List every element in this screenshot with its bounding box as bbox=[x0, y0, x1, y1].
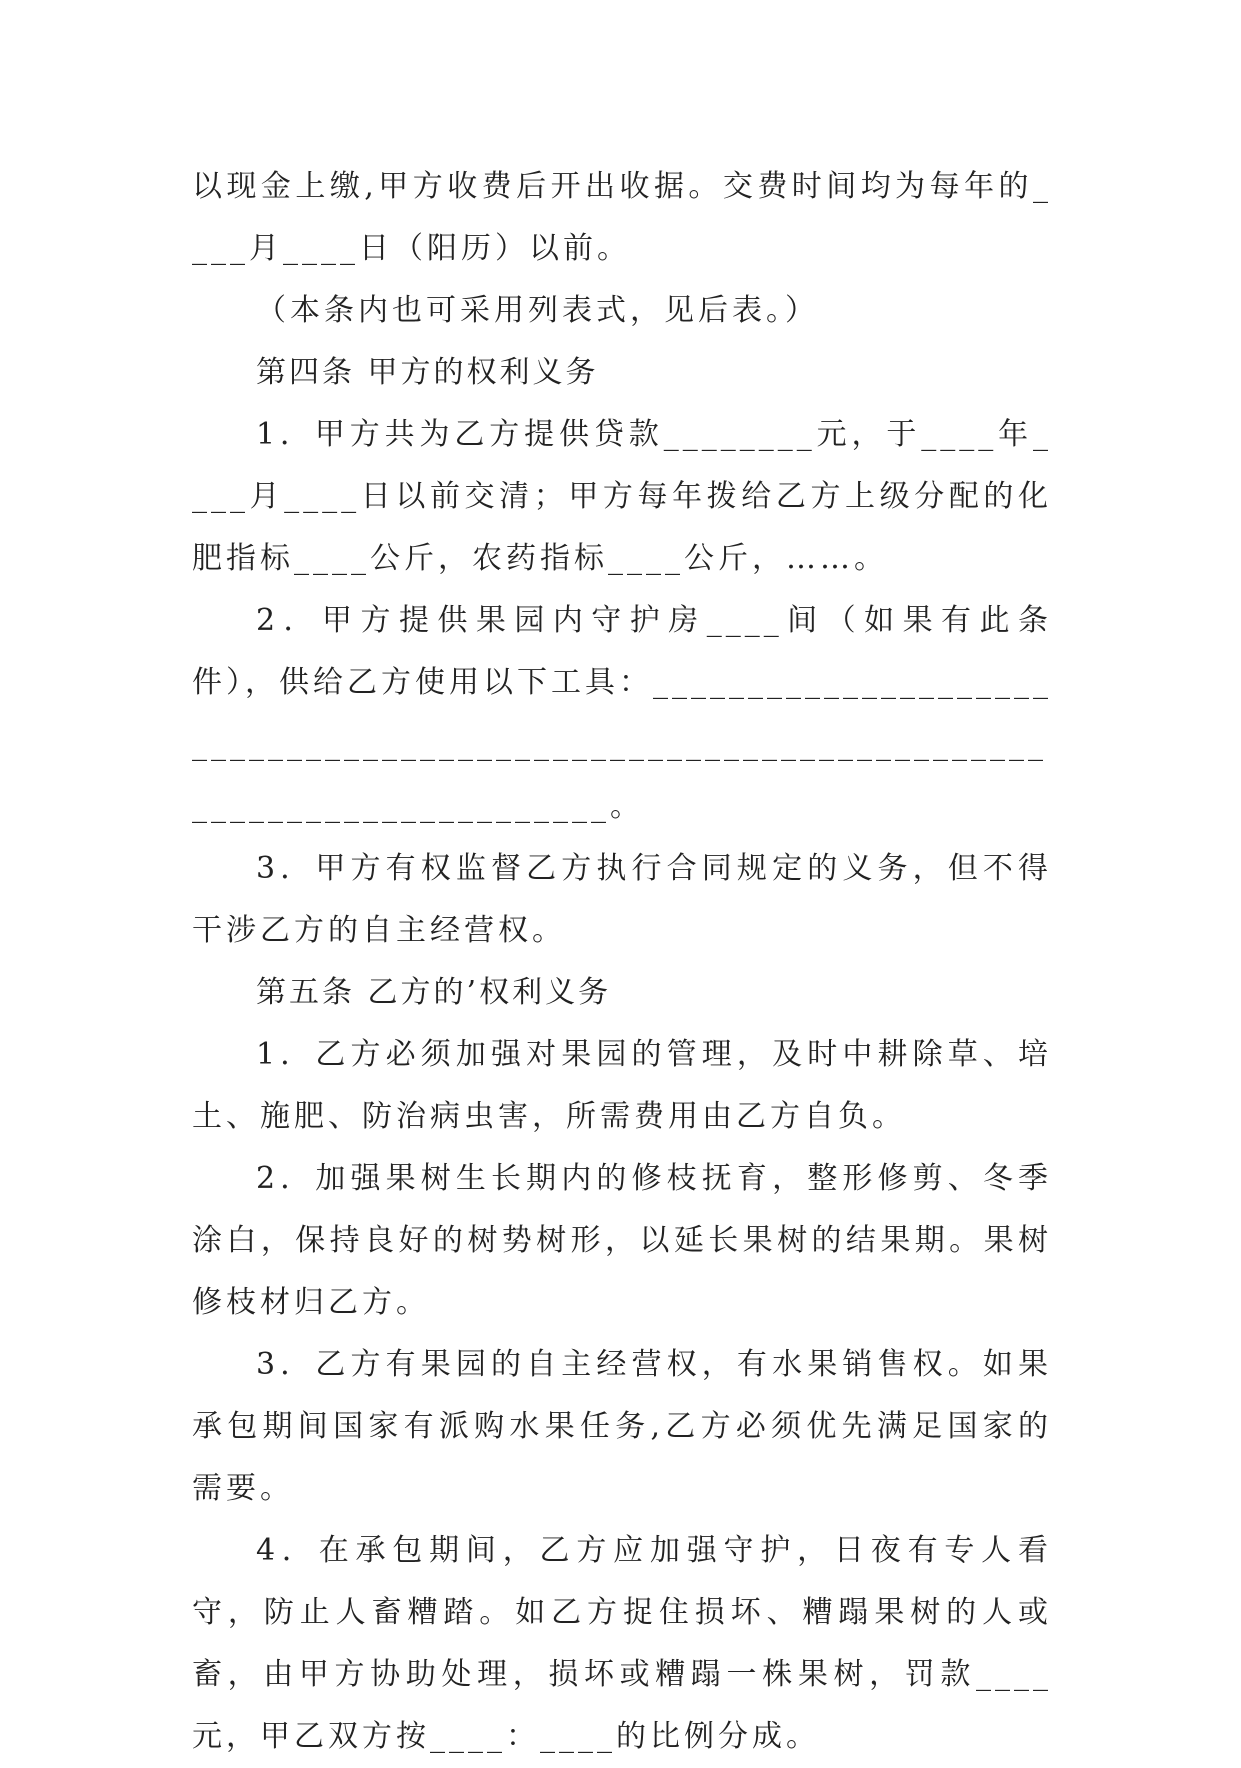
article-5-heading: 第五条 乙方的’权利义务 bbox=[256, 975, 612, 1010]
article-5-clause-1: 1．乙方必须加强对果园的管理，及时中耕除草、培土、施肥、防治病虫害，所需费用由乙方自负。 bbox=[192, 1037, 1052, 1134]
table-option-note: （本条内也可采用列表式，见后表。） bbox=[256, 293, 819, 328]
payment-deadline-paragraph: 以现金上缴,甲方收费后开出收据。交费时间均为每年的____月____日（阳历）以前。 bbox=[192, 169, 1052, 266]
article-4-heading: 第四条 甲方的权利义务 bbox=[256, 355, 599, 390]
article-4-clause-2: 2．甲方提供果园内守护房____间（如果有此条件），供给乙方使用以下工具：________________________________________________________________________________________。 bbox=[192, 603, 1052, 824]
article-5-clause-3: 3．乙方有果园的自主经营权，有水果销售权。如果承包期间国家有派购水果任务,乙方必须优先满足国家的需要。 bbox=[192, 1347, 1052, 1506]
article-5-clause-4: 4．在承包期间，乙方应加强守护，日夜有专人看守，防止人畜糟踏。如乙方捉住损坏、糟蹋果树的人或畜，由甲方协助处理，损坏或糟蹋一株果树，罚款____元，甲乙双方按____：____的比例分成。 bbox=[192, 1533, 1052, 1754]
article-5-clause-2: 2．加强果树生长期内的修枝抚育，整形修剪、冬季涂白，保持良好的树势树形，以延长果树的结果期。果树修枝材归乙方。 bbox=[192, 1161, 1052, 1320]
article-4-clause-1: 1．甲方共为乙方提供贷款________元，于____年____月____日以前交清；甲方每年拨给乙方上级分配的化肥指标____公斤，农药指标____公斤，……。 bbox=[192, 417, 1052, 576]
article-4-clause-3: 3．甲方有权监督乙方执行合同规定的义务，但不得干涉乙方的自主经营权。 bbox=[192, 851, 1052, 948]
document-body bbox=[192, 156, 1052, 1768]
